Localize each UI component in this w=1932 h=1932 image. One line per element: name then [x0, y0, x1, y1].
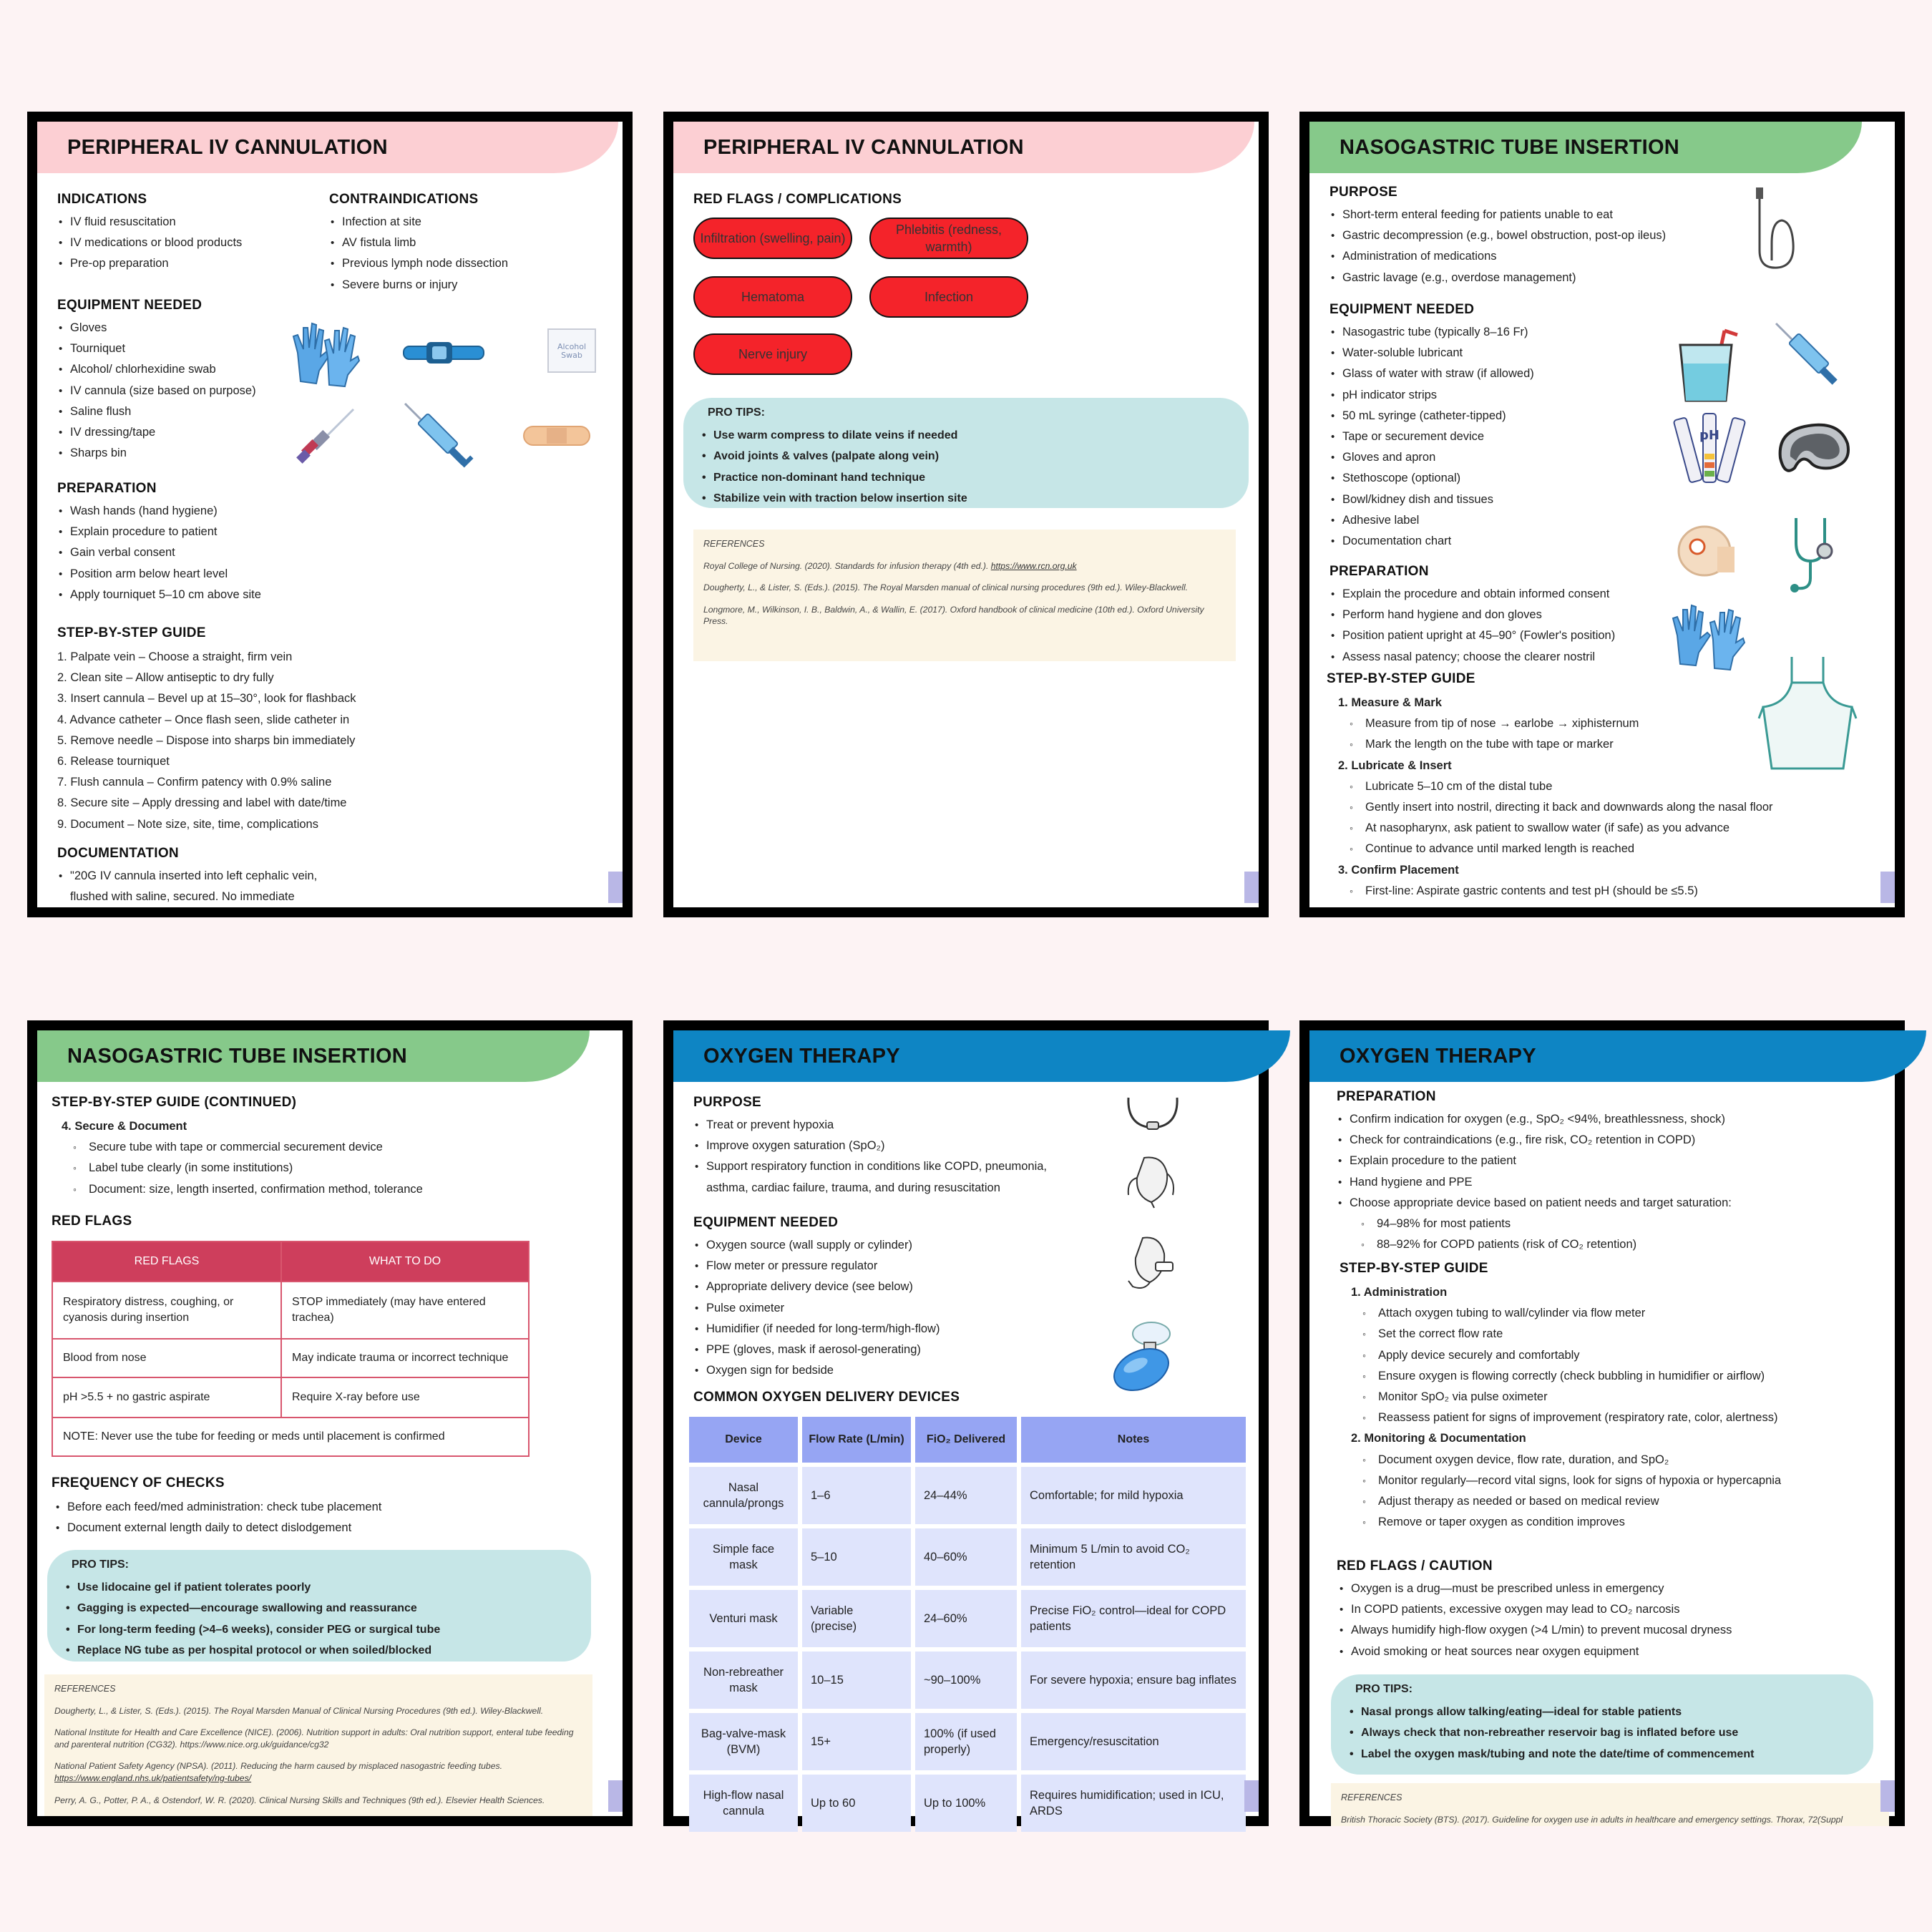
list-item: • Always check that non-rebreather reservoir bag is inflated before use [1347, 1722, 1754, 1743]
table-cell: 24–44% [915, 1467, 1017, 1524]
table-cell: Simple face mask [689, 1528, 798, 1586]
table-note: NOTE: Never use the tube for feeding or meds until placement is confirmed [52, 1418, 529, 1456]
section-heading: STEP-BY-STEP GUIDE [1340, 1261, 1488, 1276]
table-cell: Require X-ray before use [281, 1377, 529, 1418]
card-ng-tube-1 [1299, 112, 1905, 917]
list-item: • Tourniquet [50, 338, 256, 359]
list-item: • Water-soluble lubricant [1322, 343, 1534, 364]
complication-pill: Infiltration (swelling, pain) [693, 218, 852, 259]
list-item: ◦ Set the correct flow rate [1351, 1324, 1781, 1345]
simple-face-mask-icon [1123, 1152, 1180, 1209]
pro-tips-list [63, 1577, 440, 1662]
section-heading: PURPOSE [693, 1095, 762, 1110]
list-item: • AV fistula limb [322, 233, 508, 253]
table-header: FiO₂ Delivered [915, 1417, 1017, 1463]
list-item: • Severe burns or injury [322, 275, 508, 296]
list-item: 9. Document – Note size, site, time, complications [57, 817, 318, 831]
tourniquet-icon [401, 338, 487, 374]
table-cell: 1–6 [802, 1467, 911, 1524]
step-list [1338, 776, 1773, 860]
list-item: • Gagging is expected—encourage swallowing and reassurance [63, 1598, 440, 1619]
list-item: • Treat or prevent hypoxia [686, 1115, 1058, 1136]
target-list [1330, 1214, 1732, 1255]
section-heading: RED FLAGS / COMPLICATIONS [693, 192, 902, 207]
pro-tips-box [683, 398, 1249, 508]
water-glass-icon [1674, 326, 1743, 405]
pro-tips-box [1331, 1674, 1873, 1775]
list-item: • Oxygen source (wall supply or cylinder) [686, 1235, 940, 1256]
list-item: • Pre-op preparation [50, 253, 242, 274]
table-cell: 10–15 [802, 1652, 911, 1709]
page-title: OXYGEN THERAPY [673, 1030, 1290, 1082]
list-item: ◦ Monitor regularly—record vital signs, look for signs of hypoxia or hypercapnia [1351, 1470, 1781, 1491]
list-item: • Gloves and apron [1322, 447, 1534, 468]
list-item: • Explain procedure to the patient [1330, 1151, 1732, 1171]
list-item: • Replace NG tube as per hospital protocol or when soiled/blocked [63, 1640, 440, 1661]
pro-tips-title: PRO TIPS: [1355, 1683, 1413, 1695]
list-item: • Explain the procedure and obtain informed consent [1322, 584, 1615, 605]
table-row [689, 1528, 1246, 1586]
section-heading: STEP-BY-STEP GUIDE [57, 625, 206, 640]
list-item: • Nasogastric tube (typically 8–16 Fr) [1322, 322, 1534, 343]
list-item: • Check for contraindications (e.g., fire risk, CO₂ retention in COPD) [1330, 1130, 1732, 1151]
list-item: • Adhesive label [1322, 510, 1534, 531]
pro-tips-title: PRO TIPS: [708, 406, 766, 419]
reference-item: Perry, A. G., Potter, P. A., & Ostendorf, W. R. (2020). Clinical Nursing Skills and Techniques (9th ed.). Elsevier Health Sciences. [54, 1795, 545, 1805]
list-item: • Gloves [50, 318, 256, 338]
list-item: • Confirm indication for oxygen (e.g., SpO₂ <94%, breathlessness, shock) [1330, 1109, 1732, 1130]
section-heading: PREPARATION [1337, 1089, 1436, 1104]
table-cell: Precise FiO₂ control—ideal for COPD patients [1021, 1590, 1246, 1647]
table-cell: Respiratory distress, coughing, or cyanosis during insertion [52, 1282, 281, 1339]
table-row [52, 1339, 529, 1377]
table-cell: Variable (precise) [802, 1590, 911, 1647]
list-item: • Flow meter or pressure regulator [686, 1256, 940, 1277]
list-item: • Choose appropriate device based on patient needs and target saturation: [1330, 1193, 1732, 1214]
list-item: • IV medications or blood products [50, 233, 242, 253]
table-cell: Nasal cannula/prongs [689, 1467, 798, 1524]
table-row [689, 1590, 1246, 1647]
references-box [1331, 1783, 1889, 1826]
list-item: ◦ Lubricate 5–10 cm of the distal tube [1338, 776, 1773, 797]
list-item: • Hand hygiene and PPE [1330, 1172, 1732, 1193]
table-header: Flow Rate (L/min) [802, 1417, 911, 1463]
step-title: 1. Measure & Mark [1338, 696, 1442, 709]
section-heading: CONTRAINDICATIONS [329, 192, 479, 207]
indications-list [50, 212, 242, 275]
alcohol-swab-icon [547, 328, 597, 374]
list-item: ◦ 94–98% for most patients [1350, 1214, 1732, 1234]
table-header: Notes [1021, 1417, 1246, 1463]
table-cell: Bag-valve-mask (BVM) [689, 1713, 798, 1770]
section-heading: PURPOSE [1330, 185, 1398, 200]
table-cell: 5–10 [802, 1528, 911, 1586]
page-title: PERIPHERAL IV CANNULATION [37, 122, 618, 173]
steps-block [1351, 1282, 1781, 1533]
steps-block [62, 1116, 423, 1200]
iv-dressing-icon [522, 424, 591, 448]
step-title: 2. Monitoring & Documentation [1351, 1432, 1526, 1445]
preparation-list [1330, 1109, 1732, 1214]
preparation-list [50, 501, 261, 605]
list-item: • Sharps bin [50, 443, 256, 464]
list-item: • IV fluid resuscitation [50, 212, 242, 233]
page [37, 1030, 623, 1816]
table-row [52, 1282, 529, 1339]
preparation-list [1322, 584, 1615, 668]
table-cell: 24–60% [915, 1590, 1017, 1647]
step-list [1351, 1303, 1781, 1428]
table-row [689, 1775, 1246, 1832]
card-iv-cannulation-1 [27, 112, 633, 917]
table-cell: For severe hypoxia; ensure bag inflates [1021, 1652, 1246, 1709]
list-item: • Oxygen sign for bedside [686, 1360, 940, 1381]
table-header: Device [689, 1417, 798, 1463]
list-item: 3. Insert cannula – Bevel up at 15–30°, look for flashback [57, 692, 356, 706]
page-title: PERIPHERAL IV CANNULATION [673, 122, 1254, 173]
list-item: • Practice non-dominant hand technique [699, 467, 967, 488]
section-heading: EQUIPMENT NEEDED [1330, 302, 1475, 317]
page-title: NASOGASTRIC TUBE INSERTION [1309, 122, 1862, 173]
table-cell: Requires humidification; used in ICU, ARDS [1021, 1775, 1246, 1832]
frequency-list [47, 1497, 381, 1538]
nasal-cannula-icon [1124, 1093, 1181, 1133]
step-title: 3. Confirm Placement [1338, 863, 1459, 877]
table-cell: Emergency/resuscitation [1021, 1713, 1246, 1770]
section-heading: INDICATIONS [57, 192, 147, 207]
page-title: OXYGEN THERAPY [1309, 1030, 1926, 1082]
red-flags-table [52, 1241, 530, 1457]
table-cell: Non-rebreather mask [689, 1652, 798, 1709]
list-item: • Infection at site [322, 212, 508, 233]
section-heading: STEP-BY-STEP GUIDE [1327, 671, 1475, 686]
step-title: 4. Secure & Document [62, 1120, 187, 1133]
list-item: 6. Release tourniquet [57, 755, 170, 769]
list-item: • Wash hands (hand hygiene) [50, 501, 261, 522]
equipment-list [1322, 322, 1534, 552]
list-item: 1. Palpate vein – Choose a straight, firm vein [57, 650, 293, 663]
svg-text:Swab: Swab [561, 351, 582, 360]
list-item: ◦ Remove or taper oxygen as condition improves [1351, 1512, 1781, 1533]
list-item: ◦ Adjust therapy as needed or based on medical review [1351, 1491, 1781, 1512]
list-item: • Always humidify high-flow oxygen (>4 L/min) to prevent mucosal dryness [1331, 1620, 1732, 1641]
list-item: • IV cannula (size based on purpose) [50, 381, 256, 401]
table-row [689, 1652, 1246, 1709]
page-tab [608, 1780, 623, 1812]
steps-block [1338, 693, 1773, 902]
steps-list [50, 647, 356, 835]
list-item: • Humidifier (if needed for long-term/high-flow) [686, 1319, 940, 1340]
card-oxygen-therapy-2 [1299, 1020, 1905, 1826]
list-item: • Saline flush [50, 401, 256, 422]
list-item: • 50 mL syringe (catheter-tipped) [1322, 406, 1534, 426]
list-item: • Position patient upright at 45–90° (Fowler's position) [1322, 625, 1615, 646]
equipment-list [686, 1235, 940, 1381]
syringe-icon [1775, 322, 1846, 394]
kidney-dish-icon [1773, 418, 1852, 482]
list-item: • Position arm below heart level [50, 564, 261, 585]
list-item: • Bowl/kidney dish and tissues [1322, 489, 1534, 510]
list-item: • Nasal prongs allow talking/eating—ideal for stable patients [1347, 1702, 1754, 1722]
card-oxygen-therapy-1 [663, 1020, 1269, 1826]
section-heading: STEP-BY-STEP GUIDE (CONTINUED) [52, 1095, 297, 1110]
reference-link[interactable]: https://www.rcn.org.uk [990, 560, 1077, 571]
complication-pill: Nerve injury [693, 333, 852, 375]
complication-pill: Infection [869, 276, 1028, 318]
list-item: • Tape or securement device [1322, 426, 1534, 447]
list-item: • Short-term enteral feeding for patients unable to eat [1322, 205, 1666, 225]
page [37, 122, 623, 907]
page [673, 1030, 1259, 1816]
list-item: • Oxygen is a drug—must be prescribed unless in emergency [1331, 1579, 1732, 1599]
section-heading: RED FLAGS [52, 1214, 132, 1229]
list-item: • Appropriate delivery device (see below) [686, 1277, 940, 1297]
section-heading: PREPARATION [57, 481, 157, 496]
page-tab [1244, 1780, 1259, 1812]
list-item: • Documentation chart [1322, 531, 1534, 552]
section-heading: DOCUMENTATION [57, 846, 179, 861]
stethoscope-icon [1776, 514, 1840, 594]
list-item: • Use warm compress to dilate veins if needed [699, 425, 967, 446]
section-heading: RED FLAGS / CAUTION [1337, 1558, 1493, 1574]
table-cell: 100% (if used properly) [915, 1713, 1017, 1770]
card-ng-tube-2 [27, 1020, 633, 1826]
references-title: REFERENCES [54, 1684, 116, 1694]
step-title: 2. Lubricate & Insert [1338, 758, 1452, 772]
list-item: ◦ Document: size, length inserted, confirmation method, tolerance [62, 1179, 423, 1200]
page [1309, 1030, 1895, 1825]
list-item: • Document external length daily to detect dislodgement [47, 1518, 381, 1538]
list-item: • Assess nasal patency; choose the clearer nostril [1322, 647, 1615, 668]
table-cell: Venturi mask [689, 1590, 798, 1647]
preparation-block [1330, 1109, 1732, 1255]
table-cell: Blood from nose [52, 1339, 281, 1377]
list-item: ◦ Monitor SpO₂ via pulse oximeter [1351, 1387, 1781, 1407]
table-row [689, 1713, 1246, 1770]
reference-item: Dougherty, L., & Lister, S. (Eds.). (2015). The Royal Marsden Manual of Clinical Nursing Procedures (9th ed.). Wiley-Blackwell. [54, 1705, 544, 1716]
pro-tips-title: PRO TIPS: [72, 1558, 130, 1571]
list-item: ◦ Measure from tip of nose → earlobe → xiphisternum [1338, 713, 1773, 734]
list-item: • Stethoscope (optional) [1322, 468, 1534, 489]
list-item: • Perform hand hygiene and don gloves [1322, 605, 1615, 625]
references-title: REFERENCES [1341, 1792, 1402, 1802]
references-box [44, 1674, 592, 1816]
svg-text:Alcohol: Alcohol [557, 342, 587, 351]
section-heading: EQUIPMENT NEEDED [57, 298, 203, 313]
list-item: • Gastric decompression (e.g., bowel obstruction, post-op ileus) [1322, 225, 1666, 246]
list-item: 5. Remove needle – Dispose into sharps bin immediately [57, 733, 356, 747]
list-item: • Avoid joints & valves (palpate along vein) [699, 446, 967, 467]
table-row [52, 1418, 529, 1456]
table-cell: Minimum 5 L/min to avoid CO₂ retention [1021, 1528, 1246, 1586]
list-item: • Avoid smoking or heat sources near oxygen equipment [1331, 1641, 1732, 1662]
page-tab [1880, 1780, 1895, 1812]
ng-tube-icon [1753, 186, 1803, 272]
pro-tips-box [47, 1550, 591, 1662]
list-item: • Previous lymph node dissection [322, 253, 508, 274]
adhesive-tape-icon [1676, 522, 1737, 580]
gloves-icon [1667, 594, 1757, 673]
table-cell: Comfortable; for mild hypoxia [1021, 1467, 1246, 1524]
step-title: 1. Administration [1351, 1286, 1448, 1299]
list-item: ◦ Label tube clearly (in some institutions) [62, 1158, 423, 1179]
list-item: ◦ Document oxygen device, flow rate, duration, and SpO₂ [1351, 1450, 1781, 1470]
list-item: • Explain procedure to patient [50, 522, 261, 542]
page-tab [608, 872, 623, 903]
reference-item: Royal College of Nursing. (2020). Standards for infusion therapy (4th ed.). https://www.rcn.org.uk [703, 560, 1077, 571]
caution-list [1331, 1579, 1732, 1662]
table-header: WHAT TO DO [281, 1241, 529, 1282]
documentation-list [50, 866, 351, 907]
bag-valve-mask-icon [1107, 1318, 1193, 1397]
list-item: 7. Flush cannula – Confirm patency with 0.9% saline [57, 776, 332, 789]
reference-item: Longmore, M., Wilkinson, I. B., Baldwin, A., & Wallin, E. (2017). Oxford handbook of clinical medicine (10th ed.). Oxford University Press. [703, 604, 1204, 627]
svg-text:pH: pH [1699, 428, 1719, 443]
section-heading: EQUIPMENT NEEDED [693, 1215, 839, 1230]
pro-tips-list [1347, 1702, 1754, 1765]
step-list [1338, 713, 1773, 755]
list-item: • Label the oxygen mask/tubing and note the date/time of commencement [1347, 1744, 1754, 1765]
list-item: • Alcohol/ chlorhexidine swab [50, 359, 256, 380]
purpose-list [1322, 205, 1666, 288]
table-cell: ~90–100% [915, 1652, 1017, 1709]
list-item: ◦ At nasopharynx, ask patient to swallow water (if safe) as you advance [1338, 818, 1773, 839]
venturi-mask-icon [1123, 1234, 1180, 1294]
list-item: • Stabilize vein with traction below insertion site [699, 488, 967, 509]
table-cell: pH >5.5 + no gastric aspirate [52, 1377, 281, 1418]
list-item: • Before each feed/med administration: check tube placement [47, 1497, 381, 1518]
list-item: 2. Clean site – Allow antiseptic to dry fully [57, 671, 274, 685]
list-item: • PPE (gloves, mask if aerosol-generating) [686, 1340, 940, 1360]
table-cell: High-flow nasal cannula [689, 1775, 798, 1832]
list-item: 4. Advance catheter – Once flash seen, slide catheter in [57, 713, 350, 726]
table-cell: May indicate trauma or incorrect technique [281, 1339, 529, 1377]
reference-item: Dougherty, L., & Lister, S. (Eds.). (2015). The Royal Marsden manual of clinical nursing procedures (9th ed.). Wiley-Blackwell. [703, 582, 1189, 593]
list-item: ◦ Gently insert into nostril, directing it back and downwards along the nasal floor [1338, 797, 1773, 818]
references-title: REFERENCES [703, 539, 765, 549]
list-item: ◦ First-line: Aspirate gastric contents and test pH (should be ≤5.5) [1338, 881, 1773, 902]
list-item: ◦ Secure tube with tape or commercial securement device [62, 1137, 423, 1158]
page-tab [1244, 872, 1259, 903]
page-title: NASOGASTRIC TUBE INSERTION [37, 1030, 590, 1082]
list-item: 8. Secure site – Apply dressing and label with date/time [57, 796, 347, 810]
list-item: • For long-term feeding (>4–6 weeks), consider PEG or surgical tube [63, 1619, 440, 1640]
list-item: • IV dressing/tape [50, 422, 256, 443]
table-cell: Up to 60 [802, 1775, 911, 1832]
table-cell: Up to 100% [915, 1775, 1017, 1832]
iv-cannula-icon [295, 406, 356, 468]
list-item: • Support respiratory function in conditions like COPD, pneumonia, asthma, cardiac failure, trauma, and during resuscitation [686, 1156, 1058, 1198]
page [673, 122, 1259, 907]
list-item: • In COPD patients, excessive oxygen may lead to CO₂ narcosis [1331, 1599, 1732, 1620]
list-item: • Pulse oximeter [686, 1298, 940, 1319]
pro-tips-list [699, 425, 967, 509]
table-cell: 40–60% [915, 1528, 1017, 1586]
contraindications-list [322, 212, 508, 296]
list-item: ◦ Reassess patient for signs of improvement (respiratory rate, color, alertness) [1351, 1407, 1781, 1428]
table-row [52, 1377, 529, 1418]
list-item: • "20G IV cannula inserted into left cephalic vein, flushed with saline, secured. No immediate [50, 866, 351, 907]
page [1309, 122, 1895, 907]
list-item: • Gain verbal consent [50, 542, 261, 563]
gloves-icon [288, 313, 366, 392]
list-item: • Administration of medications [1322, 246, 1666, 267]
list-item: ◦ 88–92% for COPD patients (risk of CO₂ retention) [1350, 1234, 1732, 1255]
saline-flush-syringe-icon [404, 402, 475, 474]
section-heading: FREQUENCY OF CHECKS [52, 1475, 225, 1491]
reference-item: British Thoracic Society (BTS). (2017). Guideline for oxygen use in adults in healthcare and emergency settings. Thorax, 72(Suppl [1341, 1814, 1843, 1825]
list-item: ◦ Ensure oxygen is flowing correctly (check bubbling in humidifier or airflow) [1351, 1366, 1781, 1387]
list-item: • Use lidocaine gel if patient tolerates poorly [63, 1577, 440, 1598]
card-iv-cannulation-2 [663, 112, 1269, 917]
step-list [62, 1137, 423, 1200]
list-item: • Glass of water with straw (if allowed) [1322, 364, 1534, 384]
list-item: ◦ Attach oxygen tubing to wall/cylinder via flow meter [1351, 1303, 1781, 1324]
list-item: ◦ Apply device securely and comfortably [1351, 1345, 1781, 1366]
complication-pill: Hematoma [693, 276, 852, 318]
page-tab [1880, 872, 1895, 903]
section-heading: COMMON OXYGEN DELIVERY DEVICES [693, 1390, 960, 1405]
table-row [689, 1467, 1246, 1524]
reference-item: National Patient Safety Agency (NPSA). (2011). Reducing the harm caused by misplaced nasogastric feeding tubes. https://www.england.nhs.uk/patientsafety/ng-tubes/ [54, 1761, 502, 1783]
list-item: • Gastric lavage (e.g., overdose management) [1322, 268, 1666, 288]
reference-link[interactable]: https://www.england.nhs.uk/patientsafety/ng-tubes/ [54, 1772, 252, 1783]
equipment-list [50, 318, 256, 464]
ph-strips-icon [1674, 411, 1746, 489]
references-box [693, 530, 1236, 661]
list-item: • pH indicator strips [1322, 385, 1534, 406]
step-list [1338, 881, 1773, 902]
oxygen-devices-table [685, 1413, 1250, 1836]
section-heading: PREPARATION [1330, 564, 1429, 579]
reference-item: National Institute for Health and Care Excellence (NICE). (2006). Nutrition support in adults: Oral nutrition support, enteral tube feeding and parenteral nutrition (CG32). https://www.nice.org.uk/guidance/cg32 [54, 1727, 574, 1750]
list-item: ◦ Mark the length on the tube with tape or marker [1338, 734, 1773, 755]
table-cell: 15+ [802, 1713, 911, 1770]
table-cell: STOP immediately (may have entered trachea) [281, 1282, 529, 1339]
list-item: • Improve oxygen saturation (SpO₂) [686, 1136, 1058, 1156]
list-item: ◦ Continue to advance until marked length is reached [1338, 839, 1773, 859]
step-list [1351, 1450, 1781, 1533]
list-item: • Apply tourniquet 5–10 cm above site [50, 585, 261, 605]
purpose-list [686, 1115, 1058, 1199]
table-header: RED FLAGS [52, 1241, 281, 1282]
complication-pill: Phlebitis (redness, warmth) [869, 218, 1028, 259]
